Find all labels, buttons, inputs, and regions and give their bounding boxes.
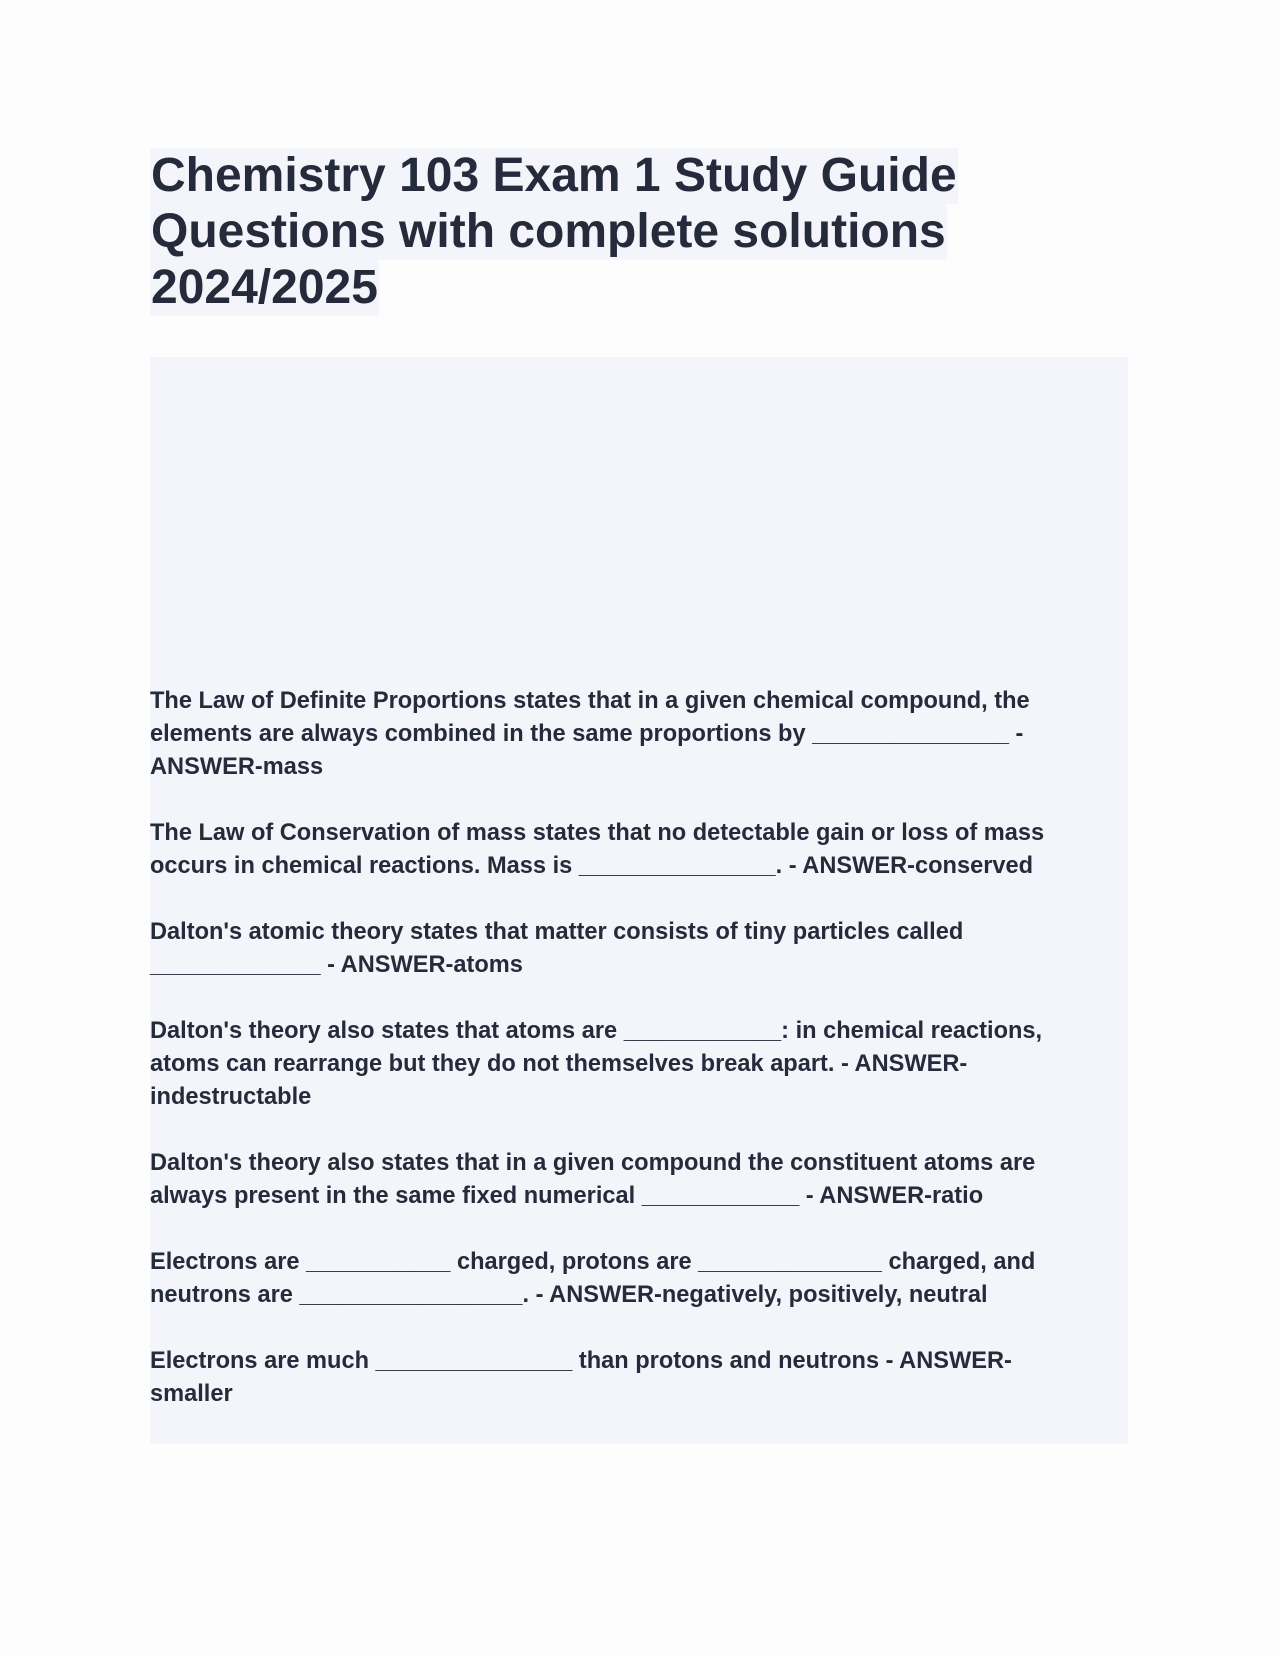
question-line: neutrons are _________________. - ANSWER-negatively, positively, neutral [150, 1282, 988, 1308]
question-line: Electrons are much _______________ than protons and neutrons - ANSWER- [150, 1348, 1012, 1374]
title-line-2: Questions with complete solutions [151, 205, 946, 258]
question-line: smaller [150, 1381, 233, 1407]
question-line: always present in the same fixed numerical ____________ - ANSWER-ratio [150, 1183, 984, 1209]
title-line-3: 2024/2025 [151, 261, 378, 314]
question-line: ANSWER-mass [150, 754, 324, 780]
question-item [150, 817, 1120, 883]
question-line: atoms can rearrange but they do not themselves break apart. - ANSWER- [150, 1051, 968, 1077]
document-title [150, 148, 1130, 316]
question-line: _____________ - ANSWER-atoms [150, 952, 523, 978]
question-line: Electrons are ___________ charged, protons are ______________ charged, and [150, 1249, 1036, 1275]
question-item [150, 1345, 1120, 1411]
question-line: The Law of Definite Proportions states that in a given chemical compound, the [150, 688, 1030, 714]
title-line-1: Chemistry 103 Exam 1 Study Guide [151, 149, 957, 202]
content-panel [150, 357, 1128, 1444]
question-line: indestructable [150, 1084, 312, 1110]
question-line: Dalton's atomic theory states that matter consists of tiny particles called [150, 919, 964, 945]
question-line: Dalton's theory also states that atoms are ____________: in chemical reactions, [150, 1018, 1043, 1044]
question-line: Dalton's theory also states that in a given compound the constituent atoms are [150, 1150, 1036, 1176]
question-line: elements are always combined in the same proportions by _______________ - [150, 721, 1024, 747]
question-item [150, 916, 1120, 982]
question-item [150, 1015, 1120, 1114]
question-list [150, 685, 1120, 1444]
question-line: occurs in chemical reactions. Mass is _______________. - ANSWER-conserved [150, 853, 1034, 879]
question-item [150, 1246, 1120, 1312]
question-line: The Law of Conservation of mass states that no detectable gain or loss of mass [150, 820, 1045, 846]
question-item [150, 685, 1120, 784]
question-item [150, 1147, 1120, 1213]
